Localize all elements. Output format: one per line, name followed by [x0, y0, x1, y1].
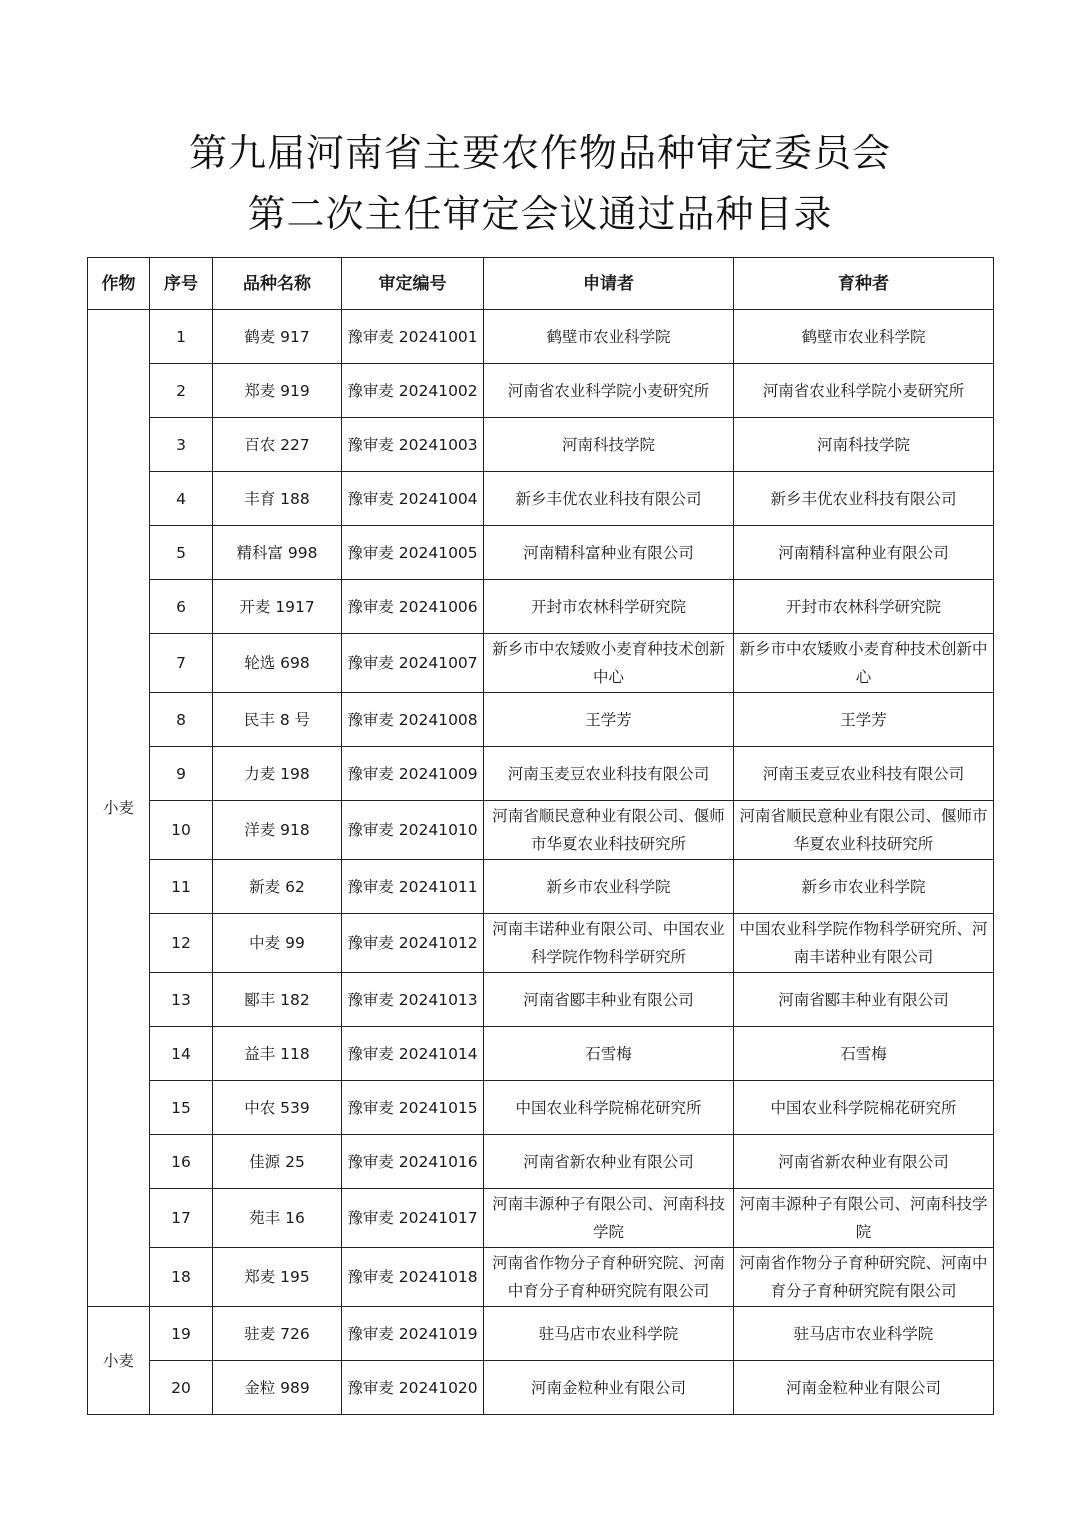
table-row [88, 747, 994, 801]
header-applicant: 申请者 [484, 258, 734, 310]
variety-name-cell: 驻麦 726 [213, 1307, 342, 1361]
crop-group-cell: 小麦 [88, 310, 150, 1307]
table-row [88, 364, 994, 418]
approval-code-cell: 豫审麦 20241004 [342, 472, 484, 526]
approval-code-cell: 豫审麦 20241001 [342, 310, 484, 364]
breeder-cell: 新乡市农业科学院 [734, 860, 994, 914]
applicant-cell: 河南省顺民意种业有限公司、偃师市华夏农业科技研究所 [484, 801, 734, 860]
table-row [88, 634, 994, 693]
seq-cell: 8 [150, 693, 213, 747]
breeder-cell: 河南金粒种业有限公司 [734, 1361, 994, 1415]
applicant-cell: 新乡丰优农业科技有限公司 [484, 472, 734, 526]
breeder-cell: 王学芳 [734, 693, 994, 747]
applicant-cell: 河南科技学院 [484, 418, 734, 472]
seq-cell: 15 [150, 1081, 213, 1135]
applicant-cell: 河南省郾丰种业有限公司 [484, 973, 734, 1027]
breeder-cell: 石雪梅 [734, 1027, 994, 1081]
variety-name-cell: 中麦 99 [213, 914, 342, 973]
document-title-line-2: 第二次主任审定会议通过品种目录 [247, 192, 833, 236]
seq-cell: 19 [150, 1307, 213, 1361]
document-title-line-1: 第九届河南省主要农作物品种审定委员会 [188, 131, 891, 175]
approval-code-cell: 豫审麦 20241017 [342, 1189, 484, 1248]
approval-code-cell: 豫审麦 20241009 [342, 747, 484, 801]
seq-cell: 1 [150, 310, 213, 364]
approval-code-cell: 豫审麦 20241013 [342, 973, 484, 1027]
breeder-cell: 新乡市中农矮败小麦育种技术创新中心 [734, 634, 994, 693]
table-row [88, 1248, 994, 1307]
variety-name-cell: 丰育 188 [213, 472, 342, 526]
seq-cell: 17 [150, 1189, 213, 1248]
variety-table [87, 257, 994, 1415]
header-approval-code: 审定编号 [342, 258, 484, 310]
breeder-cell: 河南省新农种业有限公司 [734, 1135, 994, 1189]
variety-name-cell: 洋麦 918 [213, 801, 342, 860]
variety-name-cell: 郑麦 919 [213, 364, 342, 418]
breeder-cell: 河南省农业科学院小麦研究所 [734, 364, 994, 418]
variety-name-cell: 中农 539 [213, 1081, 342, 1135]
table-row [88, 973, 994, 1027]
applicant-cell: 河南省农业科学院小麦研究所 [484, 364, 734, 418]
variety-name-cell: 益丰 118 [213, 1027, 342, 1081]
breeder-cell: 河南省作物分子育种研究院、河南中育分子育种研究院有限公司 [734, 1248, 994, 1307]
applicant-cell: 河南玉麦豆农业科技有限公司 [484, 747, 734, 801]
table-row [88, 1189, 994, 1248]
table-row [88, 1081, 994, 1135]
variety-name-cell: 佳源 25 [213, 1135, 342, 1189]
applicant-cell: 中国农业科学院棉花研究所 [484, 1081, 734, 1135]
seq-cell: 3 [150, 418, 213, 472]
variety-name-cell: 精科富 998 [213, 526, 342, 580]
variety-name-cell: 轮选 698 [213, 634, 342, 693]
breeder-cell: 中国农业科学院作物科学研究所、河南丰诺种业有限公司 [734, 914, 994, 973]
approval-code-cell: 豫审麦 20241008 [342, 693, 484, 747]
seq-cell: 10 [150, 801, 213, 860]
seq-cell: 7 [150, 634, 213, 693]
seq-cell: 2 [150, 364, 213, 418]
breeder-cell: 河南省郾丰种业有限公司 [734, 973, 994, 1027]
seq-cell: 14 [150, 1027, 213, 1081]
crop-group-cell: 小麦 [88, 1307, 150, 1415]
breeder-cell: 河南科技学院 [734, 418, 994, 472]
table-row [88, 1361, 994, 1415]
table-row [88, 914, 994, 973]
breeder-cell: 中国农业科学院棉花研究所 [734, 1081, 994, 1135]
applicant-cell: 新乡市中农矮败小麦育种技术创新中心 [484, 634, 734, 693]
seq-cell: 20 [150, 1361, 213, 1415]
approval-code-cell: 豫审麦 20241020 [342, 1361, 484, 1415]
breeder-cell: 河南省顺民意种业有限公司、偃师市华夏农业科技研究所 [734, 801, 994, 860]
approval-code-cell: 豫审麦 20241002 [342, 364, 484, 418]
header-variety-name: 品种名称 [213, 258, 342, 310]
seq-cell: 18 [150, 1248, 213, 1307]
breeder-cell: 开封市农林科学研究院 [734, 580, 994, 634]
applicant-cell: 王学芳 [484, 693, 734, 747]
applicant-cell: 石雪梅 [484, 1027, 734, 1081]
breeder-cell: 鹤壁市农业科学院 [734, 310, 994, 364]
variety-name-cell: 苑丰 16 [213, 1189, 342, 1248]
approval-code-cell: 豫审麦 20241012 [342, 914, 484, 973]
approval-code-cell: 豫审麦 20241003 [342, 418, 484, 472]
applicant-cell: 河南省作物分子育种研究院、河南中育分子育种研究院有限公司 [484, 1248, 734, 1307]
breeder-cell: 驻马店市农业科学院 [734, 1307, 994, 1361]
seq-cell: 6 [150, 580, 213, 634]
applicant-cell: 河南丰源种子有限公司、河南科技学院 [484, 1189, 734, 1248]
variety-name-cell: 金粒 989 [213, 1361, 342, 1415]
variety-name-cell: 开麦 1917 [213, 580, 342, 634]
seq-cell: 13 [150, 973, 213, 1027]
seq-cell: 4 [150, 472, 213, 526]
table-row [88, 1027, 994, 1081]
approval-code-cell: 豫审麦 20241007 [342, 634, 484, 693]
applicant-cell: 河南金粒种业有限公司 [484, 1361, 734, 1415]
header-seq: 序号 [150, 258, 213, 310]
applicant-cell: 驻马店市农业科学院 [484, 1307, 734, 1361]
approval-code-cell: 豫审麦 20241011 [342, 860, 484, 914]
variety-name-cell: 力麦 198 [213, 747, 342, 801]
applicant-cell: 河南丰诺种业有限公司、中国农业科学院作物科学研究所 [484, 914, 734, 973]
seq-cell: 16 [150, 1135, 213, 1189]
breeder-cell: 新乡丰优农业科技有限公司 [734, 472, 994, 526]
approval-code-cell: 豫审麦 20241018 [342, 1248, 484, 1307]
approval-code-cell: 豫审麦 20241014 [342, 1027, 484, 1081]
table-row [88, 526, 994, 580]
applicant-cell: 河南省新农种业有限公司 [484, 1135, 734, 1189]
table-row [88, 1135, 994, 1189]
table-row [88, 580, 994, 634]
variety-name-cell: 新麦 62 [213, 860, 342, 914]
seq-cell: 11 [150, 860, 213, 914]
variety-name-cell: 郑麦 195 [213, 1248, 342, 1307]
approval-code-cell: 豫审麦 20241016 [342, 1135, 484, 1189]
seq-cell: 9 [150, 747, 213, 801]
header-breeder: 育种者 [734, 258, 994, 310]
table-row [88, 693, 994, 747]
applicant-cell: 鹤壁市农业科学院 [484, 310, 734, 364]
variety-name-cell: 百农 227 [213, 418, 342, 472]
seq-cell: 12 [150, 914, 213, 973]
approval-code-cell: 豫审麦 20241006 [342, 580, 484, 634]
breeder-cell: 河南丰源种子有限公司、河南科技学院 [734, 1189, 994, 1248]
approval-code-cell: 豫审麦 20241015 [342, 1081, 484, 1135]
header-crop: 作物 [88, 258, 150, 310]
approval-code-cell: 豫审麦 20241005 [342, 526, 484, 580]
applicant-cell: 新乡市农业科学院 [484, 860, 734, 914]
seq-cell: 5 [150, 526, 213, 580]
variety-name-cell: 民丰 8 号 [213, 693, 342, 747]
table-row [88, 1307, 994, 1361]
applicant-cell: 开封市农林科学研究院 [484, 580, 734, 634]
approval-code-cell: 豫审麦 20241019 [342, 1307, 484, 1361]
breeder-cell: 河南玉麦豆农业科技有限公司 [734, 747, 994, 801]
table-row [88, 418, 994, 472]
table-row [88, 860, 994, 914]
table-row [88, 472, 994, 526]
applicant-cell: 河南精科富种业有限公司 [484, 526, 734, 580]
table-header-row [88, 258, 994, 310]
table-row [88, 310, 994, 364]
breeder-cell: 河南精科富种业有限公司 [734, 526, 994, 580]
variety-name-cell: 郾丰 182 [213, 973, 342, 1027]
table-row [88, 801, 994, 860]
variety-name-cell: 鹤麦 917 [213, 310, 342, 364]
approval-code-cell: 豫审麦 20241010 [342, 801, 484, 860]
